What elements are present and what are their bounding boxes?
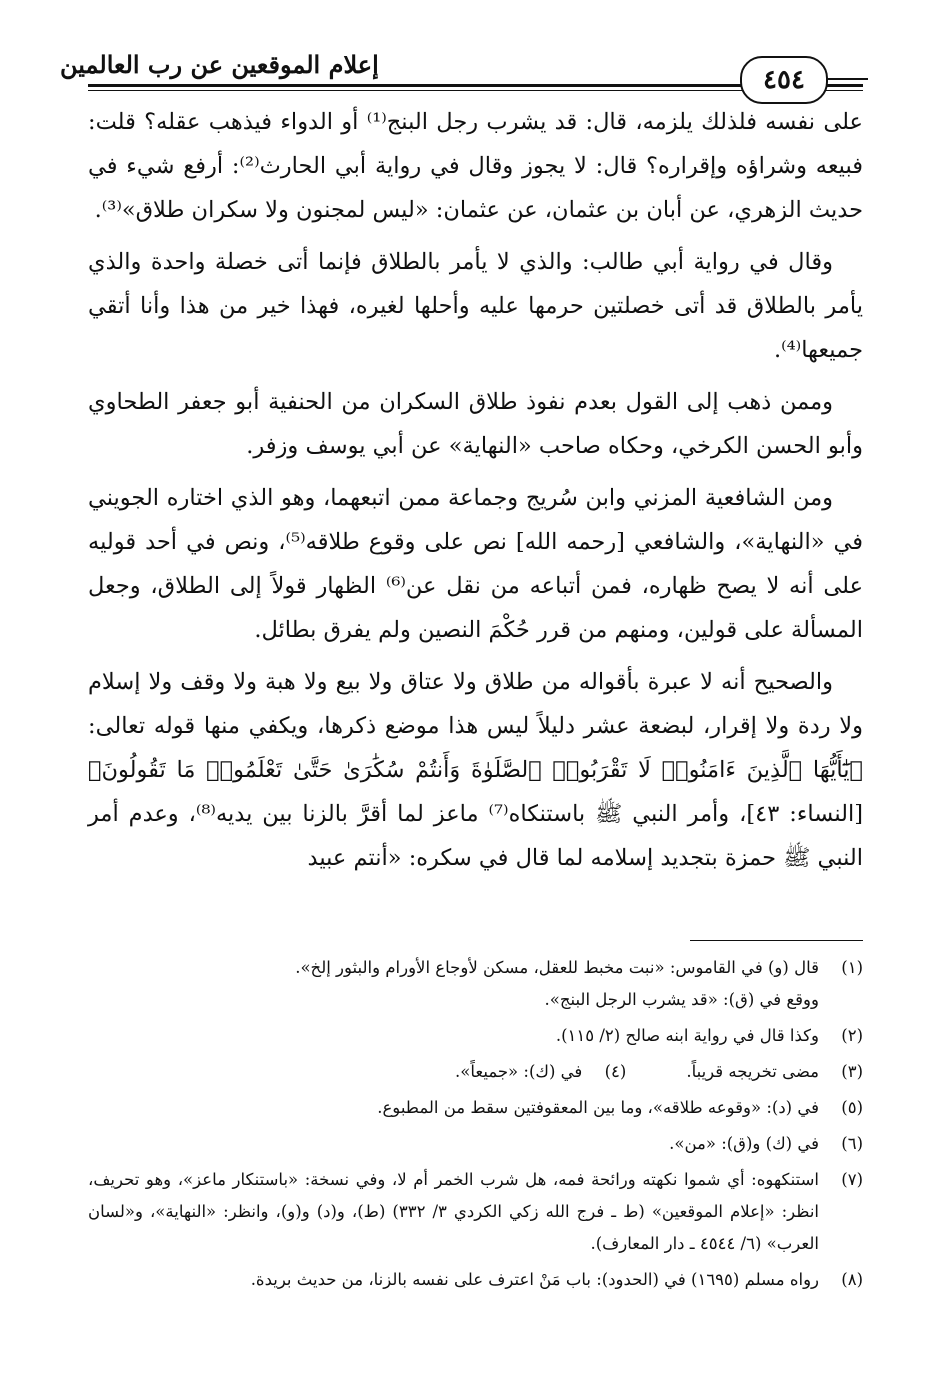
footnote-3 [686, 1056, 863, 1088]
footnote-8 [88, 1264, 863, 1296]
page-number-ornament [822, 78, 868, 80]
paragraph-3: وممن ذهب إلى القول بعدم نفوذ طلاق السكران من الحنفية أبو جعفر الطحاوي وأبو الحسن الكرخي، وحكاه صاحب «النهاية» عن أبي يوسف وزفر. [88, 389, 863, 459]
main-text [88, 100, 863, 888]
footnote-5 [88, 1092, 863, 1124]
paragraph-4: ومن الشافعية المزني وابن سُريج وجماعة ممن اتبعهما، وهو الذي اختاره الجويني في «النهاية»، والشافعي [رحمه الله] نص على وقوع طلاقه⁽⁵⁾، ونص في أحد قوليه على أنه لا يصح ظهاره، فمن أتباعه من نقل عن⁽⁶⁾ الظهار قولاً إلى الطلاق، وجعل المسألة على قولين، ومنهم من قرر حُكْمَ النصين ولم يفرق بطائل. [88, 485, 864, 643]
paragraph-5: والصحيح أنه لا عبرة بأقواله من طلاق ولا عتاق ولا بيع ولا هبة ولا وقف ولا إسلام ولا ردة ولا إقرار، لبضعة عشر دليلاً ليس هذا موضع ذكرها، ويكفي منها قوله تعالى: ﴿يَٰٓأَيُّهَا ٱلَّذِينَ ءَامَنُوا۟ لَا تَقْرَبُوا۟ ٱلصَّلَوٰةَ وَأَنتُمْ سُكَٰرَىٰ حَتَّىٰ تَعْلَمُوا۟ مَا تَقُولُونَ﴾ [النساء: ٤٣]، وأمر النبي ﷺ باستنكاه⁽⁷⁾ ماعز لما أقرَّ بالزنا بين يديه⁽⁸⁾، وعدم أمر النبي ﷺ حمزة بتجديد إسلامه لما قال في سكره: «أنتم عبيد [88, 669, 864, 871]
footnote-number: (٧) [841, 1170, 863, 1189]
footnote-number: (٣) [841, 1062, 863, 1081]
footnote-text: في (د): «وقوعه طلاقه»، وما بين المعقوفتين سقط من المطبوع. [377, 1098, 819, 1117]
footnote-number: (٢) [841, 1026, 863, 1045]
running-title: إعلام الموقعين عن رب العالمين [60, 50, 379, 79]
footnote-number: (١) [841, 958, 863, 977]
footnote-3-4 [88, 1056, 863, 1088]
footnote-number: (٦) [841, 1134, 863, 1153]
footnote-text: وكذا قال في رواية ابنه صالح (٢/ ١١٥). [555, 1026, 819, 1045]
footnote-1 [88, 952, 863, 1016]
footnote-text: في (ك): «جميعاً». [455, 1062, 583, 1081]
footnote-number: (٤) [604, 1062, 627, 1081]
footnote-4 [455, 1056, 626, 1088]
paragraph-2: وقال في رواية أبي طالب: والذي لا يأمر بالطلاق فإنما أتى خصلة واحدة والذي يأمر بالطلاق قد أتى خصلتين حرمها عليه وأحلها لغيره، فهذا خير من هذا وأنا أتقي جميعها⁽⁴⁾. [88, 249, 863, 363]
footnote-text: في (ك) و(ق): «من». [669, 1134, 819, 1153]
footnote-6 [88, 1128, 863, 1160]
footnote-text: قال (و) في القاموس: «نبت مخبط للعقل، مسكن لأوجاع الأورام والبثور إلخ». [295, 958, 819, 977]
footnote-text: رواه مسلم (١٦٩٥) في (الحدود): باب مَنْ اعترف على نفسه بالزنا، من حديث بريدة. [250, 1270, 819, 1289]
footnote-7 [88, 1164, 863, 1260]
footnote-separator [690, 940, 863, 941]
footnote-number: (٥) [841, 1098, 863, 1117]
footnote-2 [88, 1020, 863, 1052]
page-number: ٤٥٤ [740, 56, 828, 104]
footnote-text: استنكهوه: أي شموا نكهته ورائحة فمه، هل شرب الخمر أم لا، وفي نسخة: «باستنكار ماعز»، وهو تحريف، انظر: «إعلام الموقعين» (ط ـ فرج الله زكي الكردي ٣/ ٣٣٢) (ط)، و(د) و(و)، وانظر: «النهاية»، و«لسان العرب» (٦/ ٤٥٤٤ ـ دار المعارف). [88, 1170, 819, 1253]
footnote-text: ووقع في (ق): «قد يشرب الرجل البنج». [544, 990, 819, 1009]
footnote-number: (٨) [841, 1270, 863, 1289]
footnotes [88, 952, 863, 1300]
paragraph-1: على نفسه فلذلك يلزمه، قال: قد يشرب رجل البنج⁽¹⁾ أو الدواء فيذهب عقله؟ قلت: فبيعه وشراؤه وإقراره؟ قال: لا يجوز وقال في رواية أبي الحارث⁽²⁾: أرفع شيء في حديث الزهري، عن أبان بن عثمان، عن عثمان: «ليس لمجنون ولا سكران طلاق»⁽³⁾. [88, 109, 864, 223]
footnote-text: مضى تخريجه قريباً. [686, 1062, 819, 1081]
